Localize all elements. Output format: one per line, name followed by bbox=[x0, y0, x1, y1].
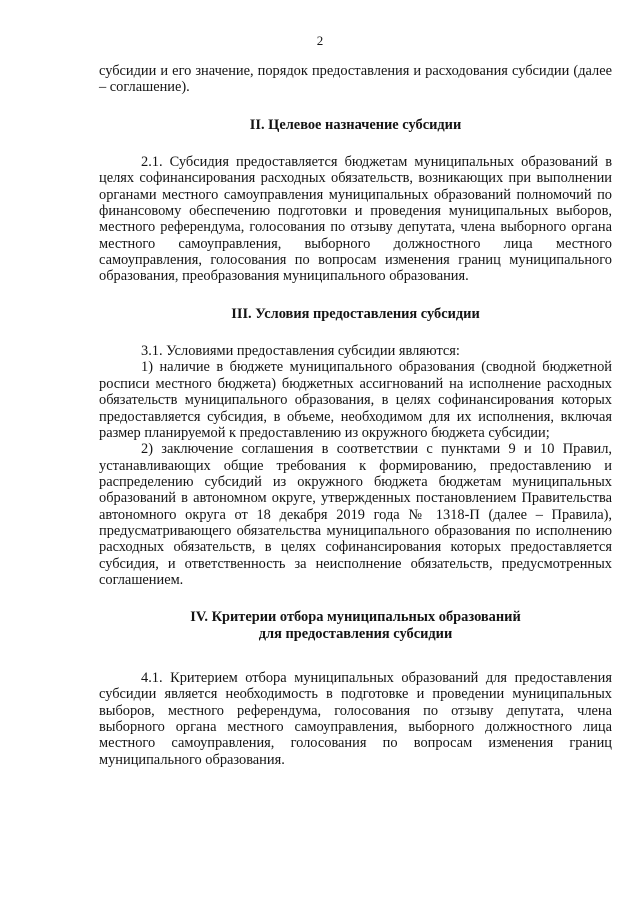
section-3-paragraph-2: 1) наличие в бюджете муниципального образования (сводной бюджетной росписи местного бюджета) бюджетных ассигнований на исполнение расходных обязательств муниципального образования, в целях софинансирования которых предоставляется субсидия, в объеме, необходимом для их исполнения, включая размер планируемой к предоставлению из окружного бюджета субсидии; bbox=[99, 359, 612, 441]
section-3-paragraph-1: 3.1. Условиями предоставления субсидии являются: bbox=[141, 343, 460, 360]
intro-paragraph: субсидии и его значение, порядок предоставления и расходования субсидии (далее – соглашение). bbox=[99, 63, 612, 96]
section-4-title bbox=[99, 609, 612, 642]
section-4-title-line-2: для предоставления субсидии bbox=[258, 625, 453, 642]
section-4-title-line-1: IV. Критерии отбора муниципальных образований bbox=[190, 609, 521, 626]
section-3-paragraph-3: 2) заключение соглашения в соответствии с пунктами 9 и 10 Правил, устанавливающих общие требования к формированию, предоставлению и распределению субсидий из окружного бюджета бюджетам муниципальных образований в автономном округе, утвержденных постановлением Правительства автономного округа от 18 декабря 2019 года № 1318-П (далее – Правила), предусматривающего обязательства муниципального образования по исполнению расходных обязательств, в целях софинансирования которых предоставляется субсидия, и ответственность за неисполнение обязательств, предусмотренных соглашением. bbox=[99, 441, 612, 588]
section-2-title: II. Целевое назначение субсидии bbox=[249, 116, 462, 133]
section-3-title: III. Условия предоставления субсидии bbox=[231, 305, 480, 322]
section-4-paragraph-1: 4.1. Критерием отбора муниципальных образований для предоставления субсидии является необходимость в подготовке и проведении муниципальных выборов, местного референдума, голосования по отзыву депутата, члена выборного органа местного самоуправления, выборного должностного лица местного самоуправления, голосования по вопросам изменения границ муниципального образования. bbox=[99, 669, 612, 768]
section-2-paragraph-1: 2.1. Субсидия предоставляется бюджетам муниципальных образований в целях софинансирования расходных обязательств, возникающих при выполнении органами местного самоуправления муниципальных образований полномочий по финансовому обеспечению подготовки и проведения муниципальных выборов, местного референдума, голосования по отзыву депутата, члена выборного органа местного самоуправления, выборного должностного лица местного самоуправления, голосования по вопросам изменения границ муниципального образования, преобразования муниципального образования. bbox=[99, 154, 612, 285]
document-body bbox=[99, 63, 612, 768]
page-number: 2 bbox=[316, 33, 324, 48]
